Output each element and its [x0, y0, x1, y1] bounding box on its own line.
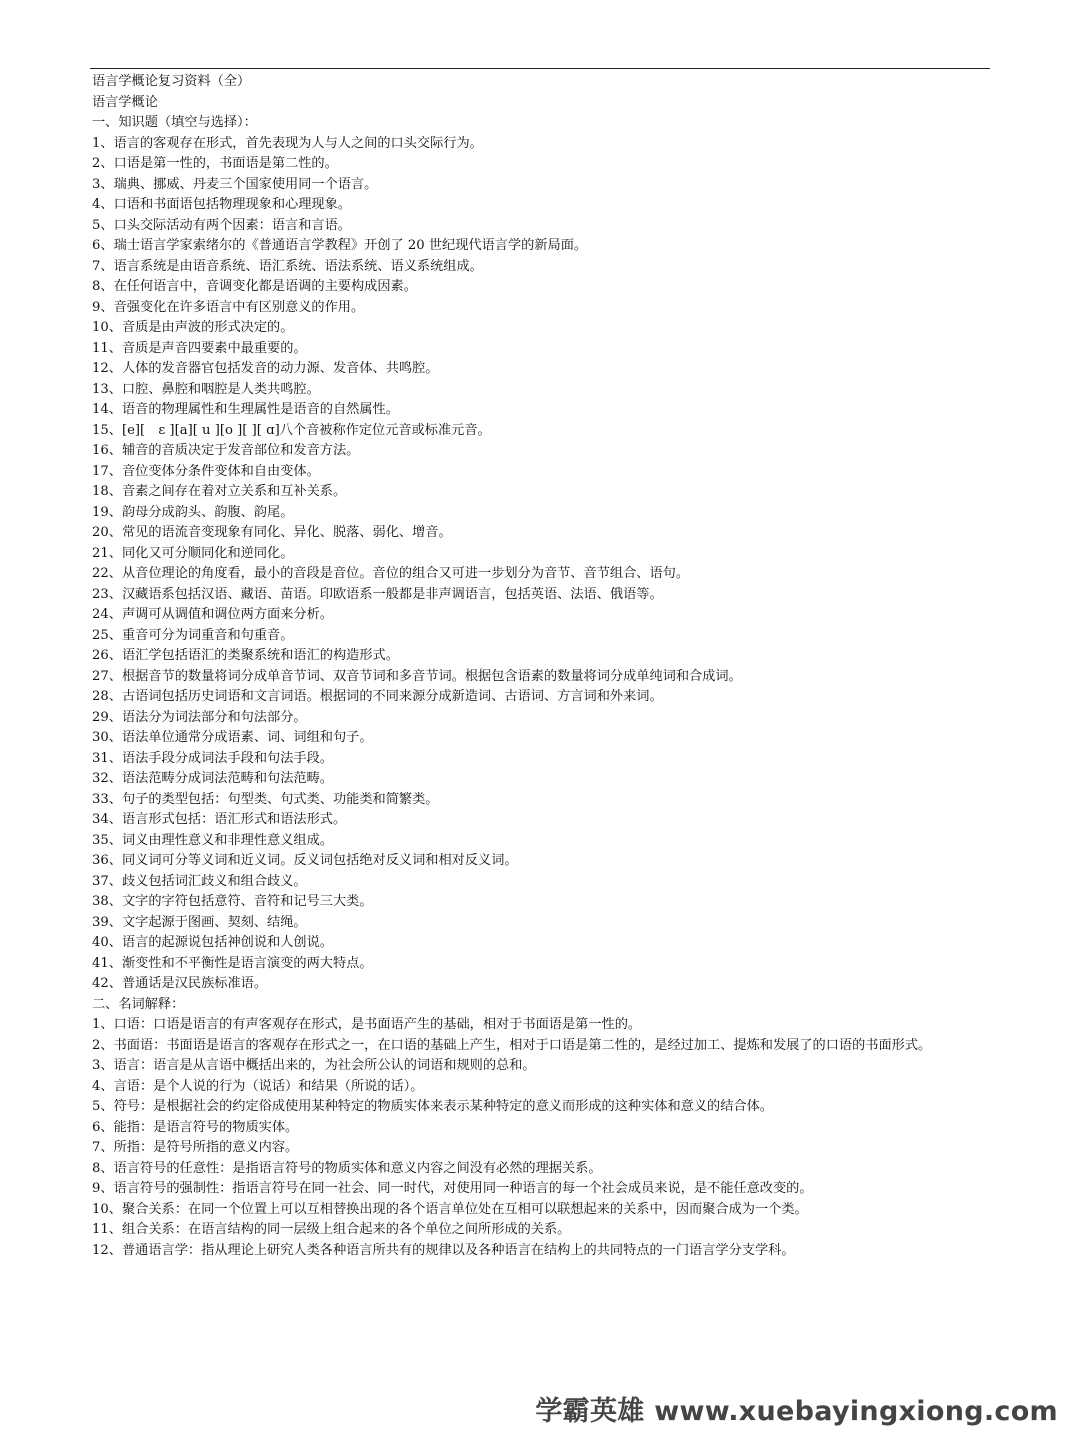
knowledge-item: 23、汉藏语系包括汉语、藏语、苗语。印欧语系一般都是非声调语言，包括英语、法语、俄语等。: [92, 586, 663, 602]
knowledge-item: 37、歧义包括词汇歧义和组合歧义。: [92, 873, 307, 889]
knowledge-item: 29、语法分为词法部分和句法部分。: [92, 709, 307, 725]
knowledge-item: 42、普通话是汉民族标准语。: [92, 976, 268, 991]
term-definition-item: 5、符号：是根据社会的约定俗成使用某种特定的物质实体来表示某种特定的意义而形成的这种实体和意义的结合体。: [92, 1099, 773, 1114]
knowledge-item: 25、重音可分为词重音和句重音。: [92, 627, 294, 643]
knowledge-item: 24、声调可从调值和调位两方面来分析。: [92, 607, 333, 622]
knowledge-item: 11、音质是声音四要素中最重要的。: [92, 340, 307, 356]
knowledge-item: 12、人体的发音器官包括发音的动力源、发音体、共鸣腔。: [92, 361, 439, 376]
knowledge-item: 6、瑞士语言学家索绪尔的《普通语言学教程》开创了 20 世纪现代语言学的新局面。: [92, 238, 588, 253]
section-heading-knowledge: 一、知识题（填空与选择）：: [92, 115, 257, 130]
footer-watermark: 学霸英雄 www.xuebayingxiong.com: [535, 1396, 1058, 1427]
knowledge-item: 26、语汇学包括语汇的类聚系统和语汇的构造形式。: [92, 648, 399, 663]
knowledge-item: 41、渐变性和不平衡性是语言演变的两大特点。: [92, 955, 373, 971]
term-definition-item: 2、书面语：书面语是语言的客观存在形式之一，在口语的基础上产生，相对于口语是第二性的，是经过加工、提炼和发展了的口语的书面形式。: [92, 1037, 932, 1053]
term-definition-item: 12、普通语言学：指从理论上研究人类各种语言所共有的规律以及各种语言在结构上的共同特点的一门语言学分支学科。: [92, 1242, 795, 1258]
header-rule: [90, 68, 990, 69]
knowledge-item: 3、瑞典、挪威、丹麦三个国家使用同一个语言。: [92, 176, 378, 192]
term-definition-item: 6、能指：是语言符号的物质实体。: [92, 1119, 299, 1135]
knowledge-item: 14、语音的物理属性和生理属性是语音的自然属性。: [92, 402, 399, 417]
knowledge-item: 31、语法手段分成词法手段和句法手段。: [92, 750, 333, 766]
knowledge-item: 34、语言形式包括：语汇形式和语法形式。: [92, 812, 347, 827]
knowledge-item: 33、句子的类型包括：句型类、句式类、功能类和简繁类。: [92, 791, 439, 807]
knowledge-item: 28、古语词包括历史词语和文言词语。根据词的不同来源分成新造词、古语词、方言词和外来词。: [92, 689, 663, 704]
term-definition-item: 11、组合关系：在语言结构的同一层级上组合起来的各个单位之间所形成的关系。: [92, 1222, 571, 1237]
term-definition-item: 3、语言：语言是从言语中概括出来的，为社会所公认的词语和规则的总和。: [92, 1058, 536, 1073]
knowledge-item: 22、从音位理论的角度看，最小的音段是音位。音位的组合又可进一步划分为音节、音节组合、语句。: [92, 566, 690, 581]
knowledge-item: 2、口语是第一性的，书面语是第二性的。: [92, 156, 338, 171]
knowledge-item: 39、文字起源于图画、契刻、结绳。: [92, 914, 307, 930]
term-definition-item: 1、口语：口语是语言的有声客观存在形式，是书面语产生的基础，相对于书面语是第一性的。: [92, 1017, 642, 1032]
document-subtitle: 语言学概论: [92, 94, 158, 110]
knowledge-item: 36、同义词可分等义词和近义词。反义词包括绝对反义词和相对反义词。: [92, 853, 518, 868]
knowledge-item: 16、辅音的音质决定于发音部位和发音方法。: [92, 443, 360, 458]
term-definition-item: 10、聚合关系：在同一个位置上可以互相替换出现的各个语言单位处在互相可以联想起来的关系中，因而聚合成为一个类。: [92, 1201, 808, 1217]
term-definition-item: 9、语言符号的强制性：指语言符号在同一社会、同一时代，对使用同一种语言的每一个社会成员来说，是不能任意改变的。: [92, 1181, 813, 1196]
knowledge-item: 5、口头交际活动有两个因素：语言和言语。: [92, 217, 351, 233]
knowledge-item: 38、文字的字符包括意符、音符和记号三大类。: [92, 894, 373, 909]
knowledge-item: 15、[e][ ɛ ][a][ u ][o ][ ][ ɑ]八个音被称作定位元音或标准元音。: [92, 422, 491, 438]
knowledge-item: 7、语言系统是由语音系统、语汇系统、语法系统、语义系统组成。: [92, 258, 483, 274]
knowledge-item: 19、韵母分成韵头、韵腹、韵尾。: [92, 504, 294, 520]
knowledge-item: 13、口腔、鼻腔和咽腔是人类共鸣腔。: [92, 381, 320, 397]
knowledge-item: 10、音质是由声波的形式决定的。: [92, 320, 294, 335]
knowledge-item: 21、同化又可分顺同化和逆同化。: [92, 545, 294, 561]
term-definition-item: 4、言语：是个人说的行为（说话）和结果（所说的话）。: [92, 1078, 424, 1094]
knowledge-item: 18、音素之间存在着对立关系和互补关系。: [92, 484, 347, 499]
knowledge-item: 35、词义由理性意义和非理性意义组成。: [92, 832, 333, 848]
document-body: [92, 72, 987, 1261]
document-title: 语言学概论复习资料（全）: [92, 74, 251, 89]
knowledge-item: 27、根据音节的数量将词分成单音节词、双音节词和多音节词。根据包含语素的数量将词分成单纯词和合成词。: [92, 668, 742, 684]
knowledge-item: 8、在任何语言中，音调变化都是语调的主要构成因素。: [92, 279, 417, 294]
knowledge-item: 40、语言的起源说包括神创说和人创说。: [92, 935, 333, 950]
terms-list: [92, 1015, 987, 1261]
knowledge-item: 30、语法单位通常分成语素、词、词组和句子。: [92, 730, 373, 745]
knowledge-item: 17、音位变体分条件变体和自由变体。: [92, 463, 320, 479]
term-definition-item: 7、所指：是符号所指的意义内容。: [92, 1140, 299, 1155]
knowledge-item: 9、音强变化在许多语言中有区别意义的作用。: [92, 299, 365, 315]
term-definition-item: 8、语言符号的任意性：是指语言符号的物质实体和意义内容之间没有必然的理据关系。: [92, 1160, 602, 1176]
knowledge-list: [92, 134, 987, 995]
knowledge-item: 1、语言的客观存在形式，首先表现为人与人之间的口头交际行为。: [92, 135, 483, 151]
knowledge-item: 20、常见的语流音变现象有同化、异化、脱落、弱化、增音。: [92, 525, 452, 540]
knowledge-item: 32、语法范畴分成词法范畴和句法范畴。: [92, 771, 333, 786]
knowledge-item: 4、口语和书面语包括物理现象和心理现象。: [92, 197, 351, 212]
section-heading-terms: 二、名词解释：: [92, 996, 185, 1012]
